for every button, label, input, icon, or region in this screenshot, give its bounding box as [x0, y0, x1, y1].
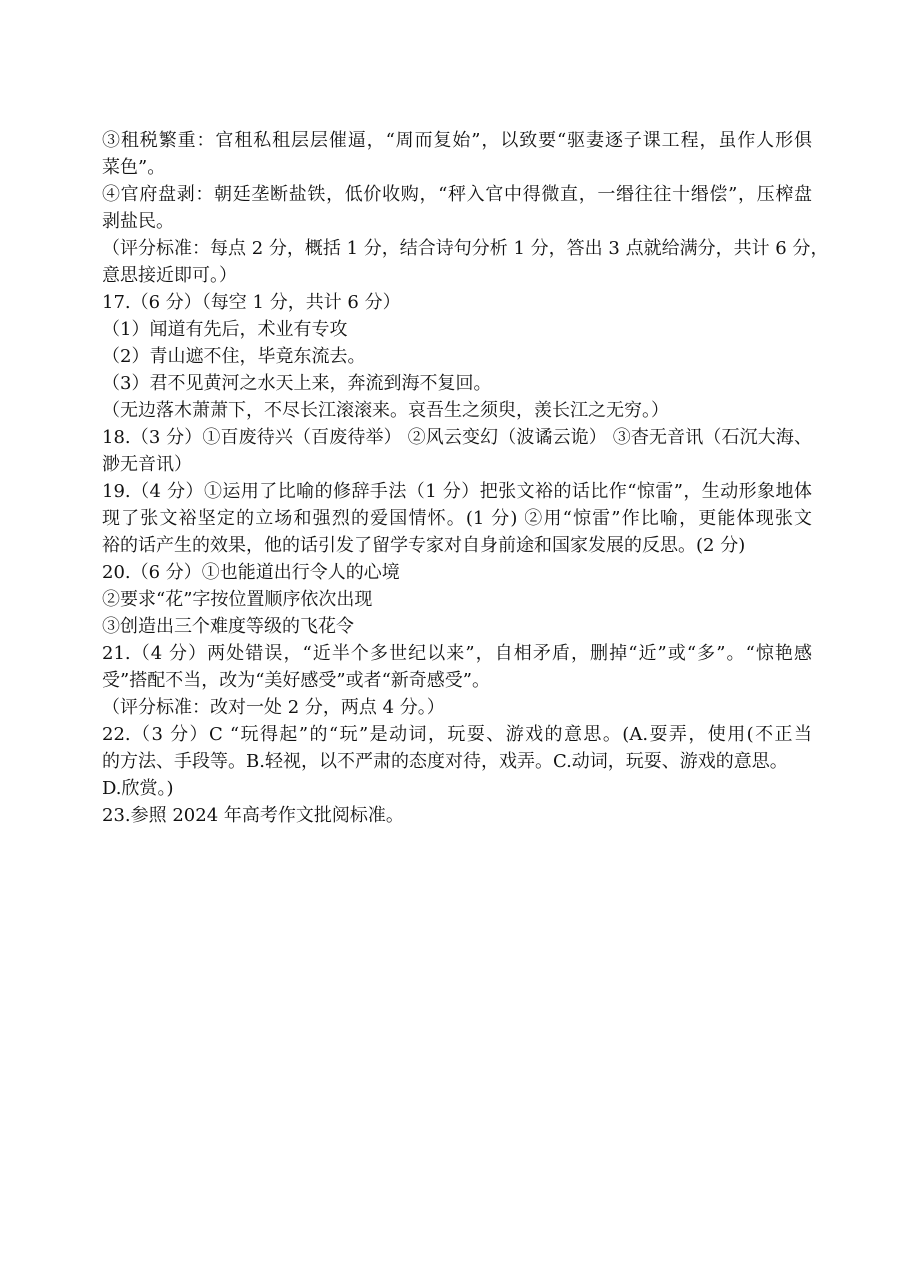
text-line: 21.（4 分）两处错误，“近半个多世纪以来”，自相矛盾，删掉“近”或“多”。“惊艳感 [102, 643, 812, 664]
text-line: 17.（6 分）（每空 1 分，共计 6 分） [102, 292, 401, 313]
text-line: 裕的话产生的效果，他的话引发了留学专家对自身前途和国家发展的反思。(2 分) [102, 535, 746, 556]
text-line: 23.参照 2024 年高考作文批阅标准。 [102, 805, 404, 826]
text-line: （无边落木萧萧下，不尽长江滚滚来。哀吾生之须臾，羡长江之无穷。） [102, 400, 669, 421]
text-line: 意思接近即可。） [102, 265, 237, 286]
text-line: 19.（4 分）①运用了比喻的修辞手法（1 分）把张文裕的话比作“惊雷”，生动形象地体 [102, 481, 812, 502]
text-line: 现了张文裕坚定的立场和强烈的爱国情怀。(1 分) ②用“惊雷”作比喻，更能体现张文 [102, 508, 812, 529]
text-line: D.欣赏。) [102, 778, 174, 799]
text-line: （评分标准：每点 2 分，概括 1 分，结合诗句分析 1 分，答出 3 点就给满分，共计 6 分， [102, 238, 829, 259]
text-line: ②要求“花”字按位置顺序依次出现 [102, 589, 373, 610]
text-line: ③租税繁重：官租私租层层催逼，“周而复始”，以致要“驱妻逐子课工程，虽作人形俱 [102, 130, 812, 151]
text-line: （3）君不见黄河之水天上来，奔流到海不复回。 [102, 373, 492, 394]
text-line: 渺无音讯） [102, 454, 192, 475]
text-line: 22.（3 分）C “玩得起”的“玩”是动词，玩耍、游戏的意思。(A.耍弄，使用(不正当 [102, 724, 812, 745]
text-line: （2）青山遮不住，毕竟东流去。 [102, 346, 366, 367]
text-line: 的方法、手段等。B.轻视，以不严肃的态度对待，戏弄。C.动词，玩耍、游戏的意思。 [102, 751, 788, 772]
text-line: （1）闻道有先后，术业有专攻 [102, 319, 348, 340]
text-line: 剥盐民。 [102, 211, 174, 232]
text-line: 18.（3 分）①百废待兴（百废待举） ②风云变幻（波谲云诡） ③杳无音讯（石沉大海、 [102, 427, 812, 448]
text-line: （评分标准：改对一处 2 分，两点 4 分。） [102, 697, 445, 718]
answer-key-text [102, 127, 829, 829]
text-line: 菜色”。 [102, 157, 166, 178]
text-line: ③创造出三个难度等级的飞花令 [102, 616, 354, 637]
text-line: ④官府盘剥：朝廷垄断盐铁，低价收购，“秤入官中得微直，一缗往往十缗偿”，压榨盘 [102, 184, 812, 205]
text-line: 受”搭配不当，改为“美好感受”或者“新奇感受”。 [102, 670, 491, 691]
text-line: 20.（6 分）①也能道出行令人的心境 [102, 562, 400, 583]
